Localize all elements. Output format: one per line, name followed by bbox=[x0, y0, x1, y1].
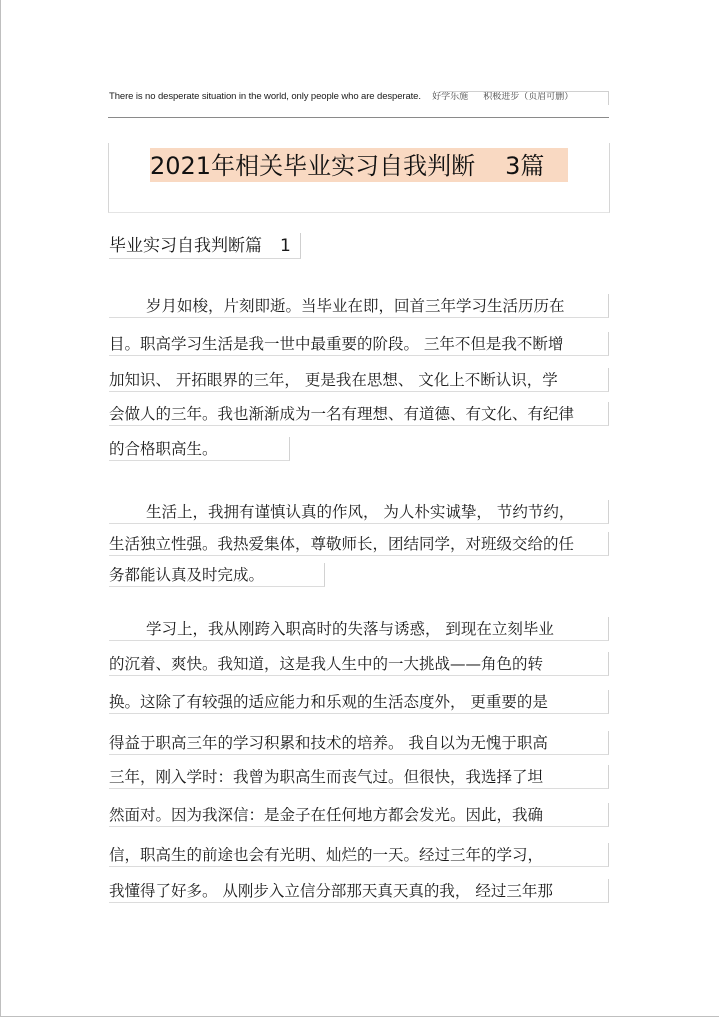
paragraph-1-line-5: 的合格职高生。 bbox=[109, 437, 290, 461]
document-title bbox=[150, 148, 568, 182]
paragraph-3-line-7: 信，职高生的前途也会有光明、灿烂的一天。经过三年的学习， bbox=[109, 843, 609, 867]
paragraph-3-line-5: 三年，刚入学时：我曾为职高生而丧气过。但很快，我选择了坦 bbox=[109, 765, 609, 789]
header-quote: There is no desperate situation in the world, only people who are desperate. bbox=[109, 91, 421, 102]
paragraph-1-line-4: 会做人的三年。我也渐渐成为一名有理想、有道德、有文化、有纪律 bbox=[109, 402, 609, 426]
paragraph-3-line-3: 换。这除了有较强的适应能力和乐观的生活态度外， 更重要的是 bbox=[109, 690, 609, 714]
header-motto-2: 积极进步（页眉可删） bbox=[483, 92, 574, 102]
section-number: 1 bbox=[280, 236, 291, 256]
paragraph-1-line-3: 加知识、 开拓眼界的三年， 更是我在思想、 文化上不断认识，学 bbox=[109, 368, 609, 392]
paragraph-1-line-2: 目。职高学习生活是我一世中最重要的阶段。 三年不但是我不断增 bbox=[109, 332, 609, 356]
paragraph-3-line-4: 得益于职高三年的学习积累和技术的培养。 我自以为无愧于职高 bbox=[109, 731, 609, 755]
title-text: 2021年相关毕业实习自我判断 bbox=[150, 152, 476, 180]
section-heading bbox=[109, 233, 301, 259]
header-motto-1: 好学乐施 bbox=[432, 92, 469, 102]
section-label: 毕业实习自我判断篇 bbox=[109, 236, 262, 256]
paragraph-2-line-2: 生活独立性强。我热爱集体，尊敬师长，团结同学，对班级交给的任 bbox=[109, 532, 609, 556]
paragraph-1-line-1: 岁月如梭，片刻即逝。当毕业在即，回首三年学习生活历历在 bbox=[109, 294, 609, 318]
paragraph-3-line-1: 学习上，我从刚跨入职高时的失落与诱惑， 到现在立刻毕业 bbox=[109, 617, 609, 641]
paragraph-3-line-8: 我懂得了好多。 从刚步入立信分部那天真天真的我， 经过三年那 bbox=[109, 879, 609, 903]
paragraph-2-line-1: 生活上，我拥有谨慎认真的作风， 为人朴实诚挚， 节约节约， bbox=[109, 500, 609, 524]
paragraph-2-line-3: 务都能认真及时完成。 bbox=[109, 563, 325, 587]
paragraph-3-line-6: 然面对。因为我深信：是金子在任何地方都会发光。因此，我确 bbox=[109, 803, 609, 827]
paragraph-3-line-2: 的沉着、爽快。我知道，这是我人生中的一大挑战——角色的转 bbox=[109, 652, 609, 676]
header-divider bbox=[108, 117, 609, 118]
header-box bbox=[440, 91, 609, 105]
title-count: 3篇 bbox=[505, 152, 545, 180]
